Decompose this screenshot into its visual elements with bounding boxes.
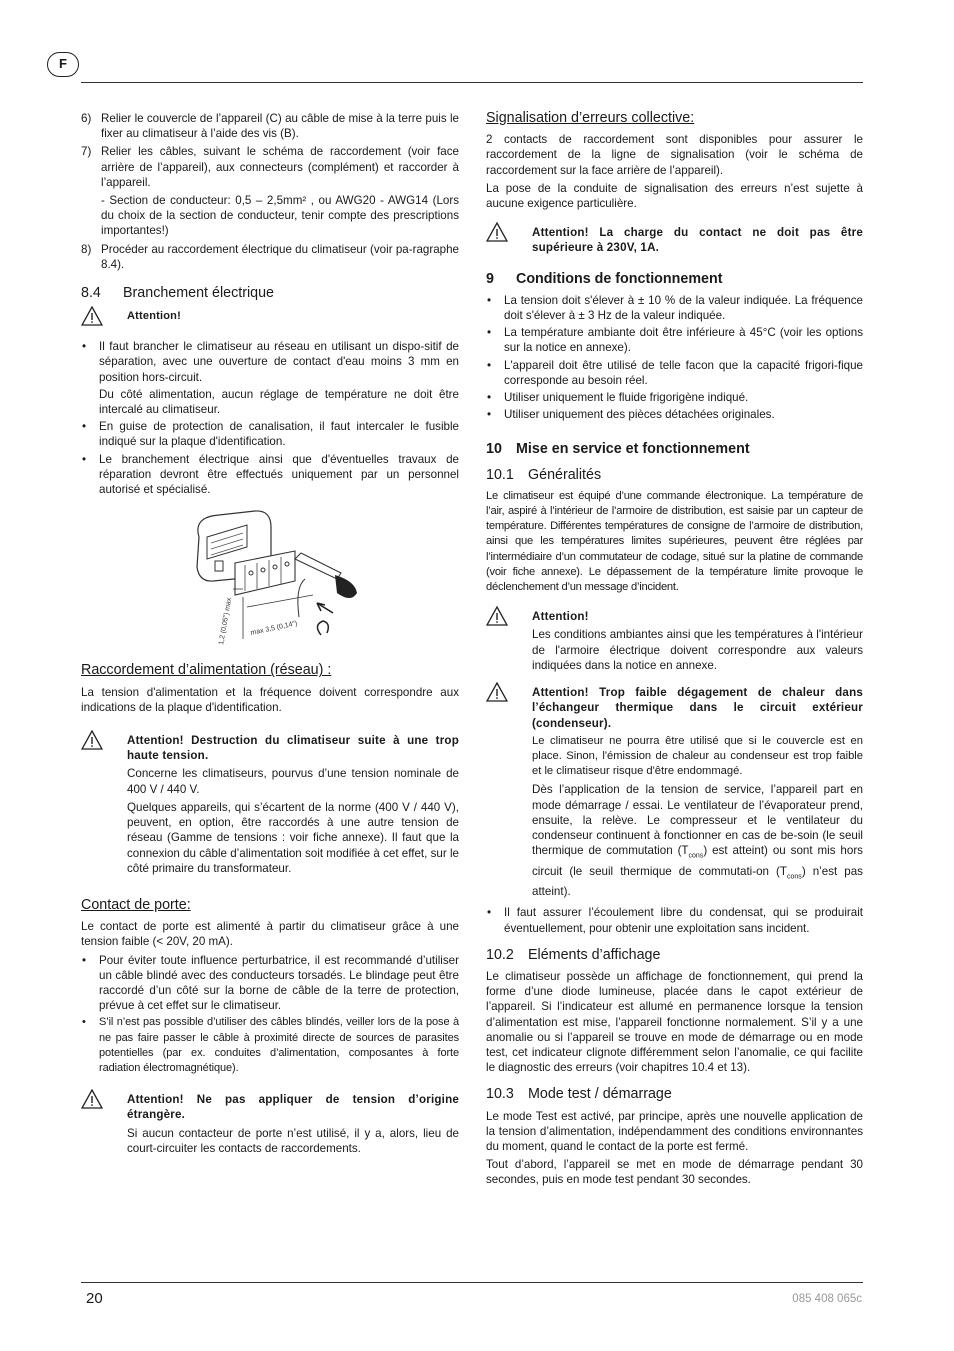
terminal-figure [185,507,459,651]
section-10-1-heading: 10.1 Généralités [486,466,602,483]
warning-icon [486,222,508,242]
warning-icon [81,306,103,326]
bullet-separation-cont: Du côté alimentation, aucun réglage de température ne doit être intercalé au climatiseur. [99,387,459,417]
attention-note-5: Attention! Les conditions ambiantes ainsi que les températures à l'intérieur de l'armoire électrique doivent correspondre aux valeurs indiquées dans la notice en annexe. [486,609,863,673]
raccordement-heading: Raccordement d’alimentation (réseau) : [81,662,332,679]
bullet-cable-blinde: • Pour éviter toute influence perturbatrice, il est recommandé d’utiliser un câble blindé avec des conducteurs torsadés. Le blindage peut être raccordé d’un côté sur la borne de câble de la terre de protection, prévue à cet effet sur le climatiseur. [81,953,459,1014]
bullet-separation: • Il faut brancher le climatiseur au réseau en utilisant un dispo-sitif de séparation, avec une ouverture de contact d'eau moins 3 mm en position hors-circuit. [81,339,459,385]
mode-test-p2: Tout d’abord, l’appareil se met en mode de démarrage pendant 30 secondes, puis en mode test pendant 30 secondes. [486,1158,863,1187]
contact-porte-heading: Contact de porte: [81,896,191,913]
bullet-personnel: • Le branchement électrique ainsi que d'éventuelles travaux de réparation devront être effectués uniquement par un personnel autorisé et spécialisé. [81,452,459,498]
signalisation-heading: Signalisation d’erreurs collective: [486,110,695,126]
footer-rule [81,1282,863,1283]
bullet-condensat: • Il faut assurer l’écoulement libre du condensat, qui se produirait éventuellement, pour obtenir une exploitation sans incident. [486,905,863,935]
affichage-text: Le climatiseur possède un affichage de fonctionnement, qui prend la forme d’une diode lumineuse, placée dans le capot extérieur de l’appareil. Si l’indicateur est allumé en permanence lorsque la tension d’alimentation est mise, l’appareil fonctionne normalement. S’il y a une anomalie ou si l’appareil se trouve en mode de démarrage ou en mode test, cet indicateur clignote différemment selon l’anomalie, ce qui facilite le diagnostic des erreurs (voir chapitres 10.4 et 13). [486,969,863,1075]
attention-note-6: Attention! Trop faible dégagement de chaleur dans l’échangeur thermique dans le circuit extérieur (condenseur). Le climatiseur ne pourra être utilisé que si le couvercle est en place. Sinon, l'émission de chaleur au condenseur est trop faible et le climatiseur risque d'être endommagé. Dès l’application de la tension de service, l’appareil part en mode démarrage / essai. Le ventilateur de l’évaporateur prend, ensuite, la relève. Le compresseur et le ventilateur du condenseur continuent à fonctionner en cas de be-soin (le seuil thermique de commutation $(T_{cons})$ est atteint) ou sont mis hors circuit (le seuil thermique de commutati-on $(T_{cons})$ n’est pas atteint). [486,685,863,899]
step-7-note: - Section de conducteur: 0,5 – 2,5mm² , ou AWG20 - AWG14 (Lors du choix de la section de conducteur, tenir compte des prescriptions importantes!) [101,194,459,238]
signalisation-p1: 2 contacts de raccordement sont disponibles pour assurer le raccordement de la ligne de signalisation (voir le schéma de raccordement sur la face arrière de l’appareil). [486,133,863,177]
section-10-2-heading: 10.2 Eléments d’affichage [486,946,661,963]
right-column [486,111,863,1191]
attention-note-4: Attention! La charge du contact ne doit pas être supérieure à 230V, 1A. [486,225,863,255]
left-column [81,111,459,1162]
dimension-label-max: max 3,5 (0,14") [249,620,299,638]
terminal-screwdriver-illustration [185,507,365,647]
raccordement-text: La tension d'alimentation et la fréquence doivent correspondre aux indications de la plaque d'identification. [81,685,459,714]
attention-note-2: Attention! Destruction du climatiseur suite à une trop haute tension. Concerne les climatiseurs, pourvus d’une tension nominale de 400 V / 440 V. Quelques appareils, qui s’écartent de la norme (400 V / 440 V), peuvent, en option, être raccordés à une autre tension de réseau (Gamme de tensions : voir fiche annexe). Il faut que la connexion du câble d’alimentation soit modifiée à cet effet, sur le côté primaire du transformateur. [81,733,459,876]
dimension-label-min: 1,2 (0,05") max [218,597,234,646]
condition-capacite: • L'appareil doit être utilisé de telle facon que la capacité frigori-fique corresponde au besoin réel. [486,358,863,388]
warning-icon [486,682,508,702]
signalisation-p2: La pose de la conduite de signalisation des erreurs n’est sujette à aucune exigence particulière. [486,181,863,211]
section-8-4-heading: 8.4 Branchement électrique [81,285,274,302]
condition-pieces: • Utiliser uniquement des pièces détachées originales. [486,407,863,422]
step-8: 8) Procéder au raccordement électrique du climatiseur (voir pa-ragraphe 8.4). [81,242,459,271]
mode-test-p1: Le mode Test est activé, par principe, après une nouvelle application de la tension d’alimentation, indépendamment des conditions environnantes du moment, quand le contact de la porte est fermé. [486,1109,863,1153]
page-number: 20 [86,1290,103,1307]
section-10-heading: 10 Mise en service et fonctionnement [486,441,750,458]
generalites-text: Le climatiseur est équipé d’une commande électronique. La température de l’air, aspiré à l’intérieur de l’armoire de distribution, est saisie par un capteur de température. Différentes températures de consigne de l’armoire de distribution, ainsi que les températures limites supérieures, peuvent être réglées par l’intermédiaire d’un commutateur de codage, situé sur la platine de commande (voir fiche annexe). Le dépassement de la température limite provoque le déclenchement d’un message d’incident. [486,489,863,594]
section-10-3-heading: 10.3 Mode test / démarrage [486,1086,672,1103]
header-rule [81,82,863,83]
condition-temperature: • La température ambiante doit être inférieure à 45°C (voir les options sur la notice en annexe). [486,325,863,355]
condition-fluide: • Utiliser uniquement le fluide frigorigène indiqué. [486,390,863,405]
warning-icon [486,606,508,626]
attention-note-3: Attention! Ne pas appliquer de tension d’origine étrangère. Si aucun contacteur de porte n’est utilisé, il y a, alors, lieu de court-circuiter les contacts de raccordements. [81,1092,459,1156]
condition-tension: • La tension doit s'élever à ± 10 % de la valeur indiquée. La fréquence doit s'élever à ± 3 Hz de la valeur indiquée. [486,293,863,323]
contact-porte-text: Le contact de porte est alimenté à partir du climatiseur grâce à une tension faible (< 20V, 20 mA). [81,920,459,949]
warning-icon [81,1089,103,1109]
rotate-arrow-icon [317,621,328,635]
language-badge: F [47,52,79,77]
bullet-sources-parasites: • S’il n’est pas possible d’utiliser des câbles blindés, veiller lors de la pose à ne pas faire passer le câble à proximité directe de sources de parasites potentielles (par ex. conduites d’alimentation, composantes à forte radiation électromagnétique). [81,1015,459,1076]
step-7: 7) Relier les câbles, suivant le schéma de raccordement (voir face arrière de l’appareil), aux connecteurs (complément) et raccorder à l’appareil. [81,145,459,189]
document-reference: 085 408 065c [792,1293,862,1305]
warning-icon [81,730,103,750]
step-6: 6) Relier le couvercle de l’appareil (C) au câble de mise à la terre puis le fixer au climatiseur à l’aide des vis (B). [81,112,459,141]
bullet-fusible: • En guise de protection de canalisation, il faut intercaler le fusible indiqué sur la plaque d'identification. [81,419,459,449]
section-9-heading: 9 Conditions de fonctionnement [486,270,723,287]
attention-note-1: Attention! [81,309,459,333]
